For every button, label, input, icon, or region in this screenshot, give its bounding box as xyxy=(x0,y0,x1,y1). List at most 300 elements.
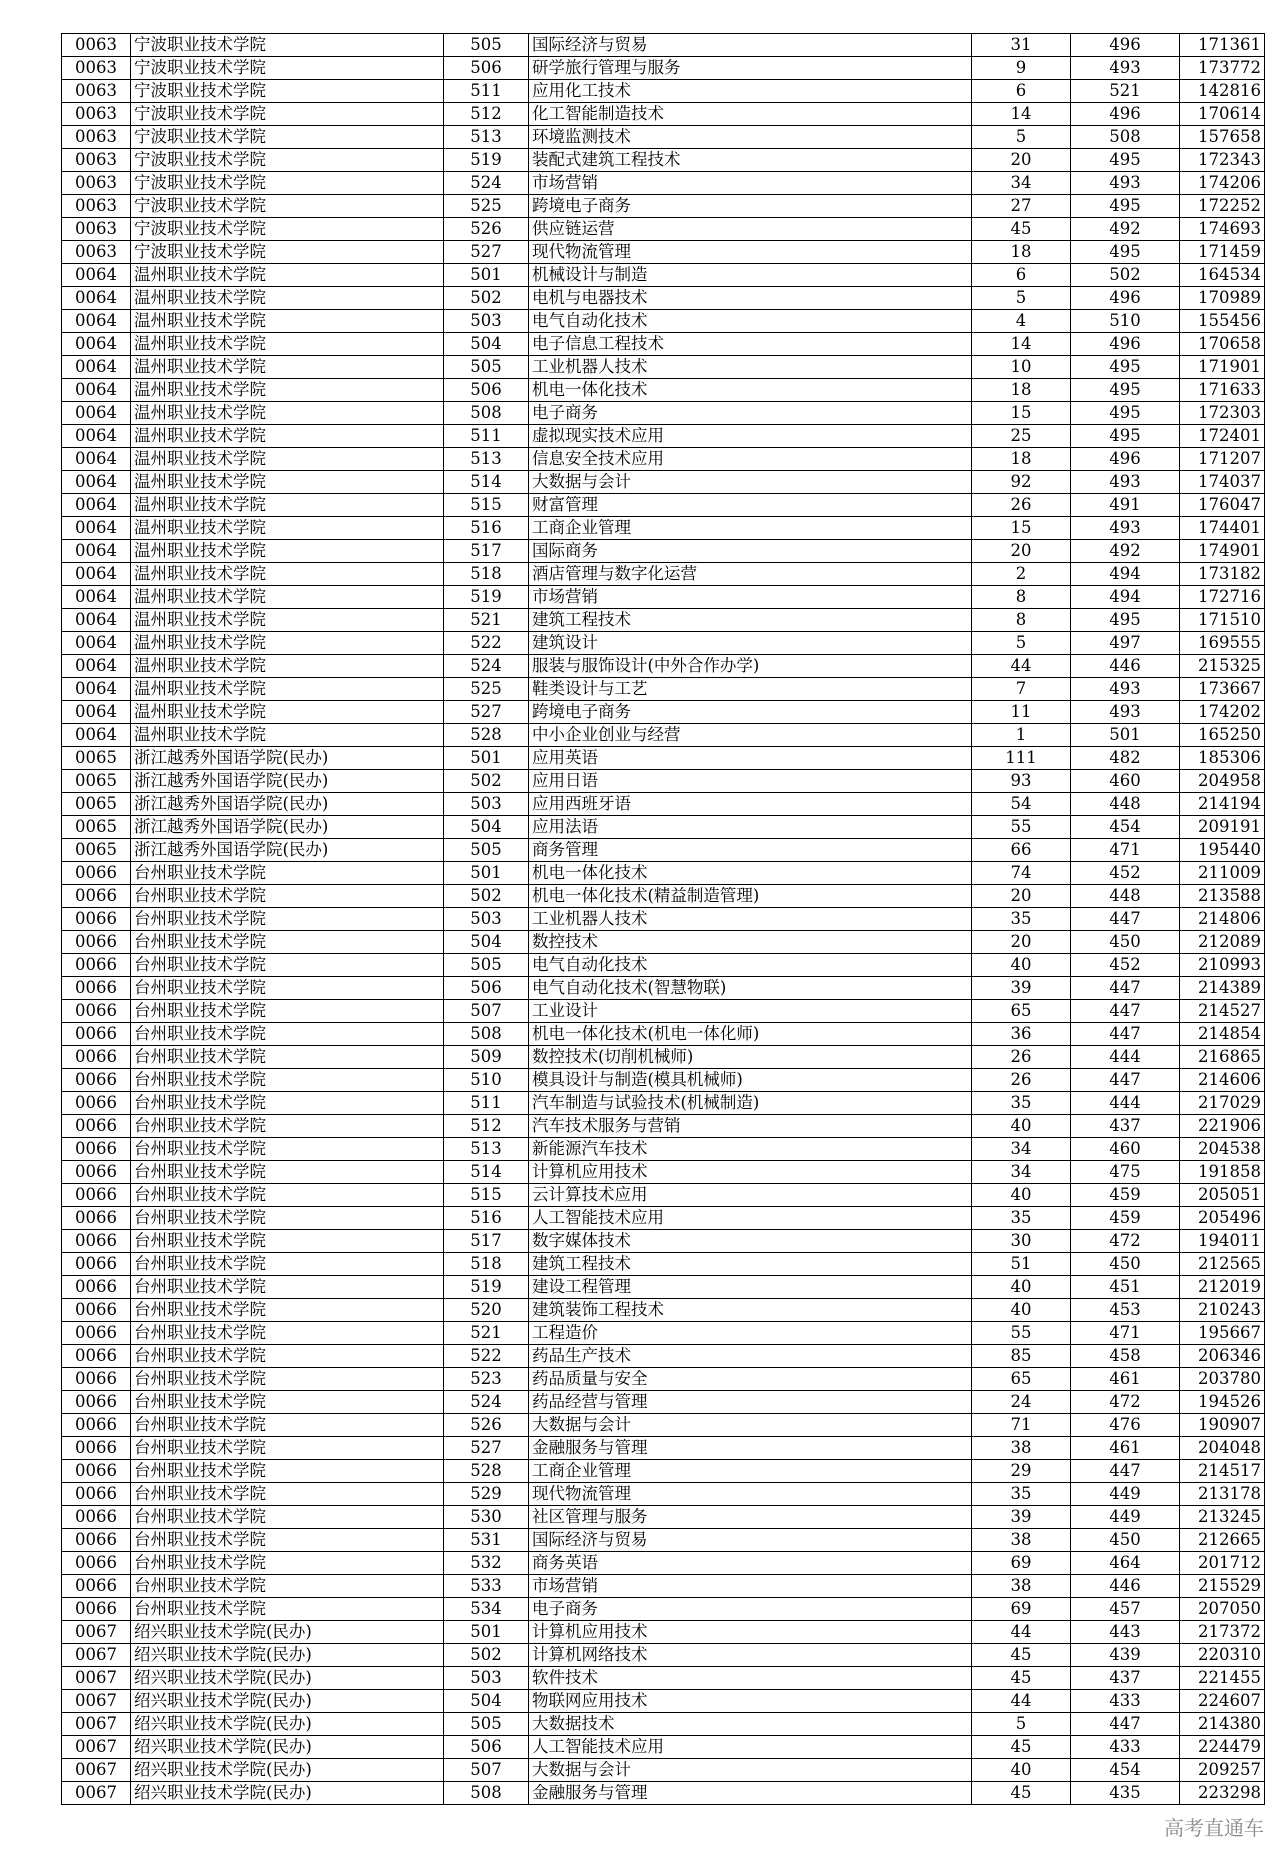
table-row xyxy=(62,448,1265,471)
min-score-cell: 443 xyxy=(1071,1621,1180,1644)
major-code-cell: 515 xyxy=(444,494,529,517)
plan-count-cell: 20 xyxy=(972,540,1071,563)
table-row xyxy=(62,195,1265,218)
school-code-cell: 0064 xyxy=(62,402,131,425)
min-rank-cell: 212565 xyxy=(1180,1253,1265,1276)
min-rank-cell: 174693 xyxy=(1180,218,1265,241)
school-name-cell: 绍兴职业技术学院(民办) xyxy=(131,1713,444,1736)
major-name-cell: 市场营销 xyxy=(529,172,972,195)
major-code-cell: 524 xyxy=(444,172,529,195)
school-code-cell: 0066 xyxy=(62,1322,131,1345)
school-name-cell: 绍兴职业技术学院(民办) xyxy=(131,1621,444,1644)
school-code-cell: 0067 xyxy=(62,1713,131,1736)
min-score-cell: 459 xyxy=(1071,1207,1180,1230)
major-code-cell: 522 xyxy=(444,632,529,655)
plan-count-cell: 40 xyxy=(972,1299,1071,1322)
school-code-cell: 0066 xyxy=(62,1069,131,1092)
major-code-cell: 521 xyxy=(444,609,529,632)
min-rank-cell: 194526 xyxy=(1180,1391,1265,1414)
min-rank-cell: 209257 xyxy=(1180,1759,1265,1782)
major-code-cell: 524 xyxy=(444,655,529,678)
school-code-cell: 0066 xyxy=(62,1598,131,1621)
major-name-cell: 机械设计与制造 xyxy=(529,264,972,287)
min-score-cell: 501 xyxy=(1071,724,1180,747)
major-code-cell: 512 xyxy=(444,1115,529,1138)
min-rank-cell: 213588 xyxy=(1180,885,1265,908)
plan-count-cell: 26 xyxy=(972,1046,1071,1069)
min-rank-cell: 204048 xyxy=(1180,1437,1265,1460)
plan-count-cell: 35 xyxy=(972,1092,1071,1115)
min-score-cell: 472 xyxy=(1071,1230,1180,1253)
plan-count-cell: 36 xyxy=(972,1023,1071,1046)
min-rank-cell: 172343 xyxy=(1180,149,1265,172)
major-name-cell: 机电一体化技术(机电一体化师) xyxy=(529,1023,972,1046)
major-name-cell: 电子商务 xyxy=(529,402,972,425)
plan-count-cell: 4 xyxy=(972,310,1071,333)
major-code-cell: 516 xyxy=(444,1207,529,1230)
min-rank-cell: 215529 xyxy=(1180,1575,1265,1598)
school-code-cell: 0067 xyxy=(62,1621,131,1644)
min-rank-cell: 174037 xyxy=(1180,471,1265,494)
table-row xyxy=(62,1575,1265,1598)
major-name-cell: 研学旅行管理与服务 xyxy=(529,57,972,80)
min-rank-cell: 173667 xyxy=(1180,678,1265,701)
plan-count-cell: 20 xyxy=(972,885,1071,908)
min-rank-cell: 221906 xyxy=(1180,1115,1265,1138)
major-code-cell: 506 xyxy=(444,1736,529,1759)
major-code-cell: 508 xyxy=(444,1782,529,1805)
major-code-cell: 507 xyxy=(444,1759,529,1782)
min-score-cell: 447 xyxy=(1071,1713,1180,1736)
school-code-cell: 0066 xyxy=(62,1230,131,1253)
major-code-cell: 514 xyxy=(444,1161,529,1184)
major-name-cell: 电气自动化技术 xyxy=(529,310,972,333)
table-row xyxy=(62,1253,1265,1276)
major-name-cell: 建筑工程技术 xyxy=(529,1253,972,1276)
major-name-cell: 新能源汽车技术 xyxy=(529,1138,972,1161)
min-score-cell: 460 xyxy=(1071,770,1180,793)
plan-count-cell: 45 xyxy=(972,1782,1071,1805)
plan-count-cell: 30 xyxy=(972,1230,1071,1253)
school-code-cell: 0064 xyxy=(62,494,131,517)
table-row xyxy=(62,1184,1265,1207)
min-score-cell: 493 xyxy=(1071,172,1180,195)
min-score-cell: 459 xyxy=(1071,1184,1180,1207)
plan-count-cell: 69 xyxy=(972,1598,1071,1621)
min-rank-cell: 172303 xyxy=(1180,402,1265,425)
major-code-cell: 504 xyxy=(444,816,529,839)
school-name-cell: 浙江越秀外国语学院(民办) xyxy=(131,839,444,862)
min-rank-cell: 174401 xyxy=(1180,517,1265,540)
table-row xyxy=(62,586,1265,609)
table-row xyxy=(62,655,1265,678)
school-name-cell: 温州职业技术学院 xyxy=(131,678,444,701)
min-score-cell: 471 xyxy=(1071,1322,1180,1345)
plan-count-cell: 38 xyxy=(972,1575,1071,1598)
major-name-cell: 大数据与会计 xyxy=(529,1759,972,1782)
table-row xyxy=(62,1023,1265,1046)
major-code-cell: 522 xyxy=(444,1345,529,1368)
plan-count-cell: 69 xyxy=(972,1552,1071,1575)
school-code-cell: 0066 xyxy=(62,885,131,908)
admission-table xyxy=(61,33,1265,1805)
min-score-cell: 457 xyxy=(1071,1598,1180,1621)
plan-count-cell: 35 xyxy=(972,1207,1071,1230)
plan-count-cell: 2 xyxy=(972,563,1071,586)
table-row xyxy=(62,1092,1265,1115)
plan-count-cell: 65 xyxy=(972,1368,1071,1391)
table-row xyxy=(62,34,1265,57)
min-score-cell: 461 xyxy=(1071,1437,1180,1460)
min-rank-cell: 223298 xyxy=(1180,1782,1265,1805)
min-rank-cell: 220310 xyxy=(1180,1644,1265,1667)
table-row xyxy=(62,356,1265,379)
min-score-cell: 435 xyxy=(1071,1782,1180,1805)
major-code-cell: 513 xyxy=(444,1138,529,1161)
major-name-cell: 金融服务与管理 xyxy=(529,1437,972,1460)
plan-count-cell: 8 xyxy=(972,586,1071,609)
school-name-cell: 温州职业技术学院 xyxy=(131,287,444,310)
school-name-cell: 台州职业技术学院 xyxy=(131,1529,444,1552)
school-name-cell: 浙江越秀外国语学院(民办) xyxy=(131,770,444,793)
min-score-cell: 464 xyxy=(1071,1552,1180,1575)
school-code-cell: 0065 xyxy=(62,839,131,862)
major-name-cell: 建筑工程技术 xyxy=(529,609,972,632)
min-rank-cell: 213245 xyxy=(1180,1506,1265,1529)
min-score-cell: 491 xyxy=(1071,494,1180,517)
plan-count-cell: 38 xyxy=(972,1437,1071,1460)
school-code-cell: 0066 xyxy=(62,977,131,1000)
min-rank-cell: 173182 xyxy=(1180,563,1265,586)
watermark-text: 高考直通车 xyxy=(1164,1816,1264,1840)
school-code-cell: 0066 xyxy=(62,1391,131,1414)
school-code-cell: 0064 xyxy=(62,425,131,448)
major-code-cell: 509 xyxy=(444,1046,529,1069)
school-code-cell: 0065 xyxy=(62,747,131,770)
plan-count-cell: 14 xyxy=(972,103,1071,126)
school-code-cell: 0066 xyxy=(62,1552,131,1575)
plan-count-cell: 6 xyxy=(972,80,1071,103)
min-rank-cell: 214854 xyxy=(1180,1023,1265,1046)
min-score-cell: 433 xyxy=(1071,1736,1180,1759)
min-score-cell: 497 xyxy=(1071,632,1180,655)
table-row xyxy=(62,1276,1265,1299)
school-code-cell: 0064 xyxy=(62,379,131,402)
major-code-cell: 514 xyxy=(444,471,529,494)
min-score-cell: 496 xyxy=(1071,34,1180,57)
major-name-cell: 环境监测技术 xyxy=(529,126,972,149)
plan-count-cell: 39 xyxy=(972,1506,1071,1529)
major-code-cell: 504 xyxy=(444,931,529,954)
major-code-cell: 507 xyxy=(444,1000,529,1023)
school-name-cell: 宁波职业技术学院 xyxy=(131,126,444,149)
table-row xyxy=(62,724,1265,747)
table-row xyxy=(62,816,1265,839)
min-score-cell: 449 xyxy=(1071,1483,1180,1506)
school-name-cell: 台州职业技术学院 xyxy=(131,885,444,908)
min-rank-cell: 155456 xyxy=(1180,310,1265,333)
school-name-cell: 台州职业技术学院 xyxy=(131,1368,444,1391)
major-name-cell: 计算机应用技术 xyxy=(529,1161,972,1184)
school-code-cell: 0066 xyxy=(62,931,131,954)
table-row xyxy=(62,1460,1265,1483)
min-rank-cell: 157658 xyxy=(1180,126,1265,149)
school-name-cell: 温州职业技术学院 xyxy=(131,425,444,448)
school-code-cell: 0064 xyxy=(62,678,131,701)
table-row xyxy=(62,126,1265,149)
major-code-cell: 511 xyxy=(444,1092,529,1115)
min-score-cell: 448 xyxy=(1071,793,1180,816)
min-rank-cell: 216865 xyxy=(1180,1046,1265,1069)
plan-count-cell: 66 xyxy=(972,839,1071,862)
major-code-cell: 530 xyxy=(444,1506,529,1529)
table-row xyxy=(62,1322,1265,1345)
min-rank-cell: 185306 xyxy=(1180,747,1265,770)
school-code-cell: 0064 xyxy=(62,333,131,356)
major-code-cell: 506 xyxy=(444,977,529,1000)
school-name-cell: 台州职业技术学院 xyxy=(131,1230,444,1253)
school-code-cell: 0066 xyxy=(62,908,131,931)
major-name-cell: 商务管理 xyxy=(529,839,972,862)
min-rank-cell: 170658 xyxy=(1180,333,1265,356)
major-name-cell: 工商企业管理 xyxy=(529,517,972,540)
table-row xyxy=(62,1437,1265,1460)
school-name-cell: 台州职业技术学院 xyxy=(131,1161,444,1184)
major-code-cell: 524 xyxy=(444,1391,529,1414)
major-code-cell: 517 xyxy=(444,1230,529,1253)
school-code-cell: 0067 xyxy=(62,1690,131,1713)
major-name-cell: 金融服务与管理 xyxy=(529,1782,972,1805)
min-rank-cell: 203780 xyxy=(1180,1368,1265,1391)
major-code-cell: 503 xyxy=(444,793,529,816)
school-code-cell: 0066 xyxy=(62,1253,131,1276)
plan-count-cell: 45 xyxy=(972,1667,1071,1690)
min-score-cell: 521 xyxy=(1071,80,1180,103)
school-name-cell: 温州职业技术学院 xyxy=(131,264,444,287)
major-name-cell: 工程造价 xyxy=(529,1322,972,1345)
plan-count-cell: 29 xyxy=(972,1460,1071,1483)
min-rank-cell: 174206 xyxy=(1180,172,1265,195)
min-score-cell: 450 xyxy=(1071,931,1180,954)
table-row xyxy=(62,747,1265,770)
min-score-cell: 476 xyxy=(1071,1414,1180,1437)
school-name-cell: 温州职业技术学院 xyxy=(131,402,444,425)
min-score-cell: 496 xyxy=(1071,103,1180,126)
plan-count-cell: 40 xyxy=(972,1115,1071,1138)
min-score-cell: 495 xyxy=(1071,425,1180,448)
plan-count-cell: 25 xyxy=(972,425,1071,448)
plan-count-cell: 35 xyxy=(972,908,1071,931)
school-name-cell: 台州职业技术学院 xyxy=(131,1184,444,1207)
major-code-cell: 502 xyxy=(444,287,529,310)
major-code-cell: 506 xyxy=(444,57,529,80)
plan-count-cell: 71 xyxy=(972,1414,1071,1437)
plan-count-cell: 39 xyxy=(972,977,1071,1000)
major-name-cell: 机电一体化技术(精益制造管理) xyxy=(529,885,972,908)
min-rank-cell: 176047 xyxy=(1180,494,1265,517)
major-code-cell: 504 xyxy=(444,1690,529,1713)
min-rank-cell: 194011 xyxy=(1180,1230,1265,1253)
min-score-cell: 494 xyxy=(1071,563,1180,586)
school-name-cell: 台州职业技术学院 xyxy=(131,1253,444,1276)
plan-count-cell: 5 xyxy=(972,126,1071,149)
plan-count-cell: 34 xyxy=(972,1138,1071,1161)
major-name-cell: 药品质量与安全 xyxy=(529,1368,972,1391)
plan-count-cell: 14 xyxy=(972,333,1071,356)
min-score-cell: 447 xyxy=(1071,1460,1180,1483)
school-code-cell: 0066 xyxy=(62,1368,131,1391)
min-score-cell: 493 xyxy=(1071,701,1180,724)
table-row xyxy=(62,1138,1265,1161)
school-name-cell: 温州职业技术学院 xyxy=(131,310,444,333)
school-name-cell: 温州职业技术学院 xyxy=(131,701,444,724)
table-row xyxy=(62,149,1265,172)
school-name-cell: 台州职业技术学院 xyxy=(131,1000,444,1023)
school-name-cell: 绍兴职业技术学院(民办) xyxy=(131,1736,444,1759)
school-code-cell: 0066 xyxy=(62,1115,131,1138)
major-code-cell: 529 xyxy=(444,1483,529,1506)
min-score-cell: 496 xyxy=(1071,333,1180,356)
plan-count-cell: 92 xyxy=(972,471,1071,494)
min-rank-cell: 171361 xyxy=(1180,34,1265,57)
min-rank-cell: 171901 xyxy=(1180,356,1265,379)
school-code-cell: 0063 xyxy=(62,241,131,264)
school-code-cell: 0063 xyxy=(62,80,131,103)
min-rank-cell: 190907 xyxy=(1180,1414,1265,1437)
major-name-cell: 大数据技术 xyxy=(529,1713,972,1736)
min-rank-cell: 214380 xyxy=(1180,1713,1265,1736)
min-rank-cell: 169555 xyxy=(1180,632,1265,655)
major-name-cell: 酒店管理与数字化运营 xyxy=(529,563,972,586)
major-name-cell: 计算机应用技术 xyxy=(529,1621,972,1644)
school-code-cell: 0064 xyxy=(62,264,131,287)
school-name-cell: 台州职业技术学院 xyxy=(131,1575,444,1598)
table-row xyxy=(62,678,1265,701)
min-score-cell: 495 xyxy=(1071,356,1180,379)
min-rank-cell: 214517 xyxy=(1180,1460,1265,1483)
school-code-cell: 0063 xyxy=(62,34,131,57)
major-name-cell: 电气自动化技术 xyxy=(529,954,972,977)
school-code-cell: 0064 xyxy=(62,632,131,655)
school-name-cell: 宁波职业技术学院 xyxy=(131,195,444,218)
school-code-cell: 0067 xyxy=(62,1667,131,1690)
major-code-cell: 502 xyxy=(444,770,529,793)
min-rank-cell: 209191 xyxy=(1180,816,1265,839)
school-name-cell: 温州职业技术学院 xyxy=(131,333,444,356)
min-rank-cell: 212665 xyxy=(1180,1529,1265,1552)
table-row xyxy=(62,563,1265,586)
table-row xyxy=(62,1115,1265,1138)
min-score-cell: 482 xyxy=(1071,747,1180,770)
table-row xyxy=(62,931,1265,954)
min-score-cell: 495 xyxy=(1071,241,1180,264)
major-code-cell: 520 xyxy=(444,1299,529,1322)
major-name-cell: 供应链运营 xyxy=(529,218,972,241)
major-name-cell: 计算机网络技术 xyxy=(529,1644,972,1667)
school-code-cell: 0067 xyxy=(62,1736,131,1759)
min-score-cell: 449 xyxy=(1071,1506,1180,1529)
min-score-cell: 495 xyxy=(1071,609,1180,632)
min-rank-cell: 172716 xyxy=(1180,586,1265,609)
table-row xyxy=(62,1621,1265,1644)
major-name-cell: 中小企业创业与经营 xyxy=(529,724,972,747)
table-body xyxy=(62,34,1265,1805)
table-row xyxy=(62,1506,1265,1529)
min-score-cell: 495 xyxy=(1071,195,1180,218)
school-code-cell: 0063 xyxy=(62,126,131,149)
min-score-cell: 453 xyxy=(1071,1299,1180,1322)
min-score-cell: 447 xyxy=(1071,1023,1180,1046)
min-score-cell: 454 xyxy=(1071,816,1180,839)
min-score-cell: 496 xyxy=(1071,448,1180,471)
min-rank-cell: 215325 xyxy=(1180,655,1265,678)
min-rank-cell: 164534 xyxy=(1180,264,1265,287)
major-name-cell: 应用化工技术 xyxy=(529,80,972,103)
school-code-cell: 0064 xyxy=(62,563,131,586)
table-row xyxy=(62,379,1265,402)
table-row xyxy=(62,1598,1265,1621)
major-name-cell: 软件技术 xyxy=(529,1667,972,1690)
major-name-cell: 药品经营与管理 xyxy=(529,1391,972,1414)
major-name-cell: 建设工程管理 xyxy=(529,1276,972,1299)
min-rank-cell: 165250 xyxy=(1180,724,1265,747)
major-code-cell: 501 xyxy=(444,1621,529,1644)
table-row xyxy=(62,954,1265,977)
table-row xyxy=(62,218,1265,241)
major-code-cell: 527 xyxy=(444,241,529,264)
school-name-cell: 宁波职业技术学院 xyxy=(131,57,444,80)
min-score-cell: 458 xyxy=(1071,1345,1180,1368)
major-name-cell: 现代物流管理 xyxy=(529,1483,972,1506)
school-code-cell: 0064 xyxy=(62,471,131,494)
major-code-cell: 519 xyxy=(444,586,529,609)
school-name-cell: 温州职业技术学院 xyxy=(131,586,444,609)
min-score-cell: 493 xyxy=(1071,471,1180,494)
table-row xyxy=(62,609,1265,632)
school-code-cell: 0064 xyxy=(62,356,131,379)
plan-count-cell: 45 xyxy=(972,1644,1071,1667)
min-rank-cell: 171207 xyxy=(1180,448,1265,471)
min-score-cell: 454 xyxy=(1071,1759,1180,1782)
table-row xyxy=(62,402,1265,425)
major-code-cell: 528 xyxy=(444,1460,529,1483)
table-row xyxy=(62,977,1265,1000)
major-code-cell: 513 xyxy=(444,448,529,471)
school-code-cell: 0066 xyxy=(62,1000,131,1023)
major-code-cell: 502 xyxy=(444,1644,529,1667)
min-score-cell: 452 xyxy=(1071,954,1180,977)
min-score-cell: 496 xyxy=(1071,287,1180,310)
plan-count-cell: 1 xyxy=(972,724,1071,747)
min-rank-cell: 224479 xyxy=(1180,1736,1265,1759)
table-row xyxy=(62,57,1265,80)
school-name-cell: 宁波职业技术学院 xyxy=(131,103,444,126)
major-code-cell: 504 xyxy=(444,333,529,356)
major-name-cell: 电气自动化技术(智慧物联) xyxy=(529,977,972,1000)
min-rank-cell: 172401 xyxy=(1180,425,1265,448)
school-name-cell: 温州职业技术学院 xyxy=(131,540,444,563)
school-name-cell: 浙江越秀外国语学院(民办) xyxy=(131,816,444,839)
min-rank-cell: 204538 xyxy=(1180,1138,1265,1161)
school-name-cell: 绍兴职业技术学院(民办) xyxy=(131,1644,444,1667)
major-code-cell: 525 xyxy=(444,195,529,218)
major-name-cell: 物联网应用技术 xyxy=(529,1690,972,1713)
min-score-cell: 492 xyxy=(1071,540,1180,563)
min-score-cell: 444 xyxy=(1071,1046,1180,1069)
major-code-cell: 503 xyxy=(444,310,529,333)
table-row xyxy=(62,1391,1265,1414)
major-code-cell: 501 xyxy=(444,264,529,287)
